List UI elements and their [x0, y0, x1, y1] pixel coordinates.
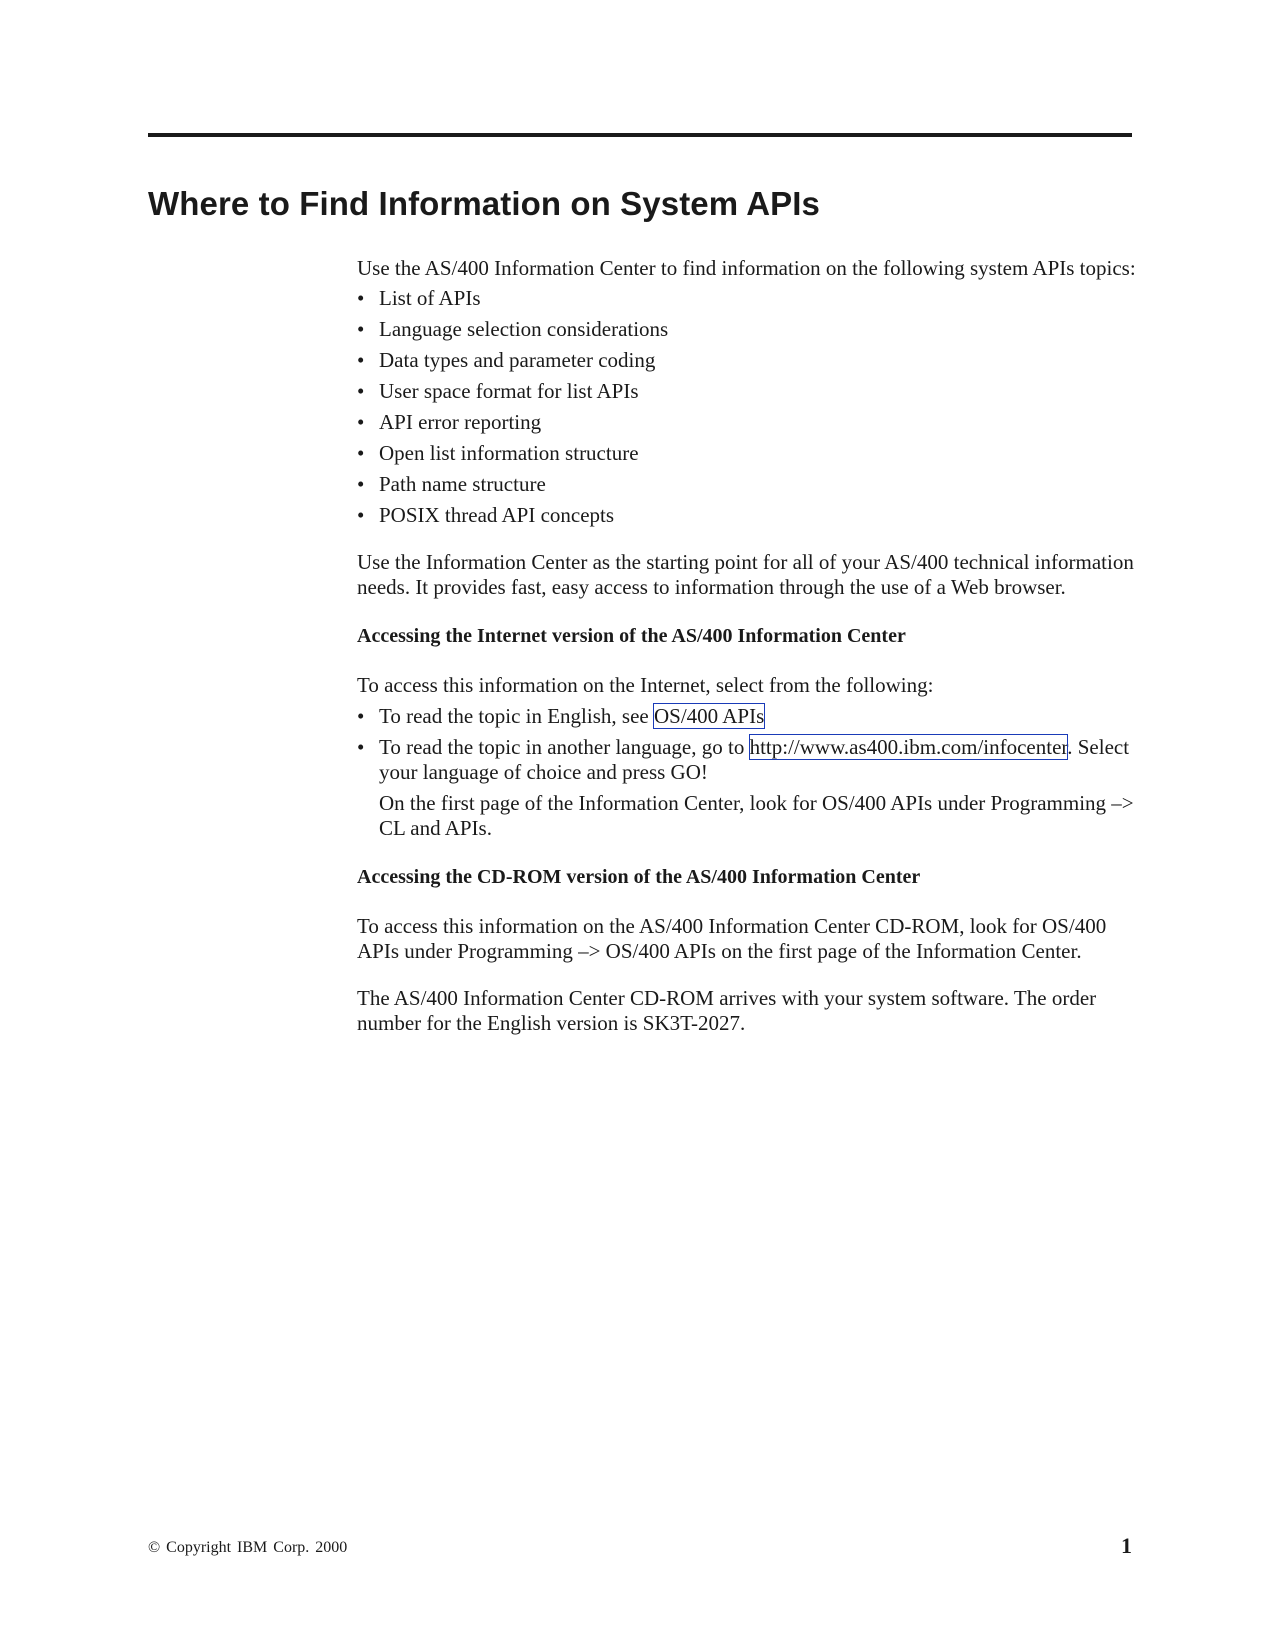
top-rule — [148, 133, 1132, 137]
os400-apis-link[interactable]: OS/400 APIs — [653, 704, 765, 728]
list-item: • Data types and parameter coding — [357, 348, 1137, 373]
list-item: • User space format for list APIs — [357, 379, 1137, 404]
list-item: • Open list information structure — [357, 441, 1137, 466]
first-page-note: On the first page of the Information Center, look for OS/400 APIs under Programming –> CL and APIs. — [379, 791, 1134, 840]
english-item-text: To read the topic in English, see — [379, 704, 654, 728]
main-content — [357, 256, 1137, 1036]
cdrom-paragraph: To access this information on the AS/400 Information Center CD-ROM, look for OS/400 APIs under Programming –> OS/400 APIs on the first page of the Information Center. — [357, 914, 1107, 963]
internet-lead: To access this information on the Internet, select from the following: — [357, 673, 934, 697]
internet-heading: Accessing the Internet version of the AS/400 Information Center — [357, 625, 906, 647]
page-title: Where to Find Information on System APIs — [148, 185, 820, 222]
infocenter-link[interactable]: http://www.as400.ibm.com/infocenter — [749, 735, 1068, 759]
list-item: • List of APIs — [357, 286, 1137, 311]
page-number: 1 — [1121, 1533, 1132, 1558]
list-item-english — [357, 704, 1137, 729]
starting-point-paragraph: Use the Information Center as the starting point for all of your AS/400 technical information needs. It provides fast, easy access to information through the use of a Web browser. — [357, 550, 1134, 599]
copyright-notice: © Copyright IBM Corp. 2000 — [148, 1539, 348, 1556]
internet-access-list — [357, 704, 1137, 841]
language-item-text: To read the topic in another language, go to — [379, 735, 750, 759]
cdrom-order-paragraph: The AS/400 Information Center CD-ROM arrives with your system software. The order number for the English version is SK3T-2027. — [357, 986, 1097, 1035]
intro-paragraph: Use the AS/400 Information Center to find information on the following system APIs topics: — [357, 256, 1136, 280]
topics-list — [357, 286, 1137, 528]
list-item: • Language selection considerations — [357, 317, 1137, 342]
list-item: • Path name structure — [357, 472, 1137, 497]
cdrom-heading: Accessing the CD-ROM version of the AS/400 Information Center — [357, 866, 921, 888]
list-item-other-language — [357, 735, 1137, 841]
list-item: • API error reporting — [357, 410, 1137, 435]
language-item-tail: . Select your language of choice and press GO! — [379, 735, 1130, 784]
list-item: • POSIX thread API concepts — [357, 503, 1137, 528]
